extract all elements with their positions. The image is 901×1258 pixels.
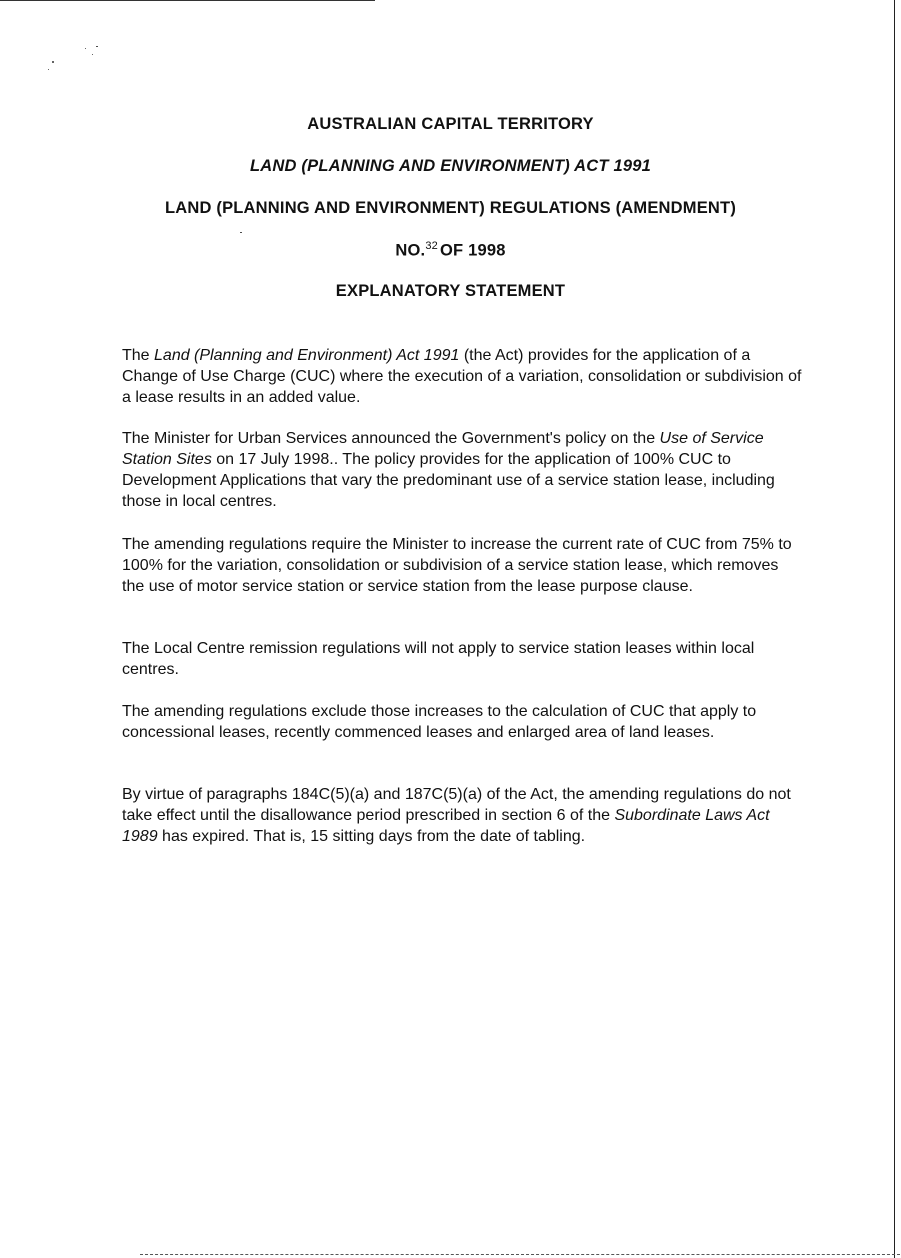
scan-speck <box>92 54 93 55</box>
heading-number <box>0 240 901 261</box>
scan-speck <box>85 48 86 49</box>
paragraph-2-text-a: The Minister for Urban Services announced the Government's policy on the <box>122 430 660 447</box>
scan-edge-top <box>0 0 375 1</box>
scan-speck <box>240 232 242 233</box>
scan-speck <box>96 46 98 47</box>
paragraph-5-text: The amending regulations exclude those increases to the calculation of CUC that apply to concessional leases, recently commenced leases and enlarged area of land leases. <box>122 703 757 741</box>
paragraph-6-act-title: Subordinate Laws Act 1989 <box>122 807 770 845</box>
paragraph-2 <box>122 428 802 512</box>
paragraph-1-text-a: The <box>122 347 155 364</box>
paragraph-6-text-c: has expired. That is, 15 sitting days from the date of tabling. <box>157 828 586 845</box>
number-handwritten-mark: 32 <box>425 240 438 252</box>
heading-regulations: LAND (PLANNING AND ENVIRONMENT) REGULATIONS (AMENDMENT) <box>164 199 737 217</box>
paragraph-1-text-c: (the Act) provides for the application of a Change of Use Charge (CUC) where the execution of a variation, consolidation or subdivision of a lease results in an added value. <box>122 347 802 406</box>
paragraph-1-act-title: Land (Planning and Environment) Act 1991 <box>154 347 460 364</box>
paragraph-1 <box>122 345 802 408</box>
paragraph-6-text-a: By virtue of paragraphs 184C(5)(a) and 187C(5)(a) of the Act, the amending regulations do not take effect until the disallowance period prescribed in section 6 of the <box>122 786 791 824</box>
paragraph-3 <box>122 534 802 597</box>
paragraph-2-text-c: on 17 July 1998.. The policy provides for the application of 100% CUC to Development Applications that vary the predominant use of a service station lease, including those in local centres. <box>122 451 775 510</box>
number-prefix: NO. <box>395 241 426 260</box>
paragraph-2-policy-title: Use of Service Station Sites <box>122 430 764 468</box>
paragraph-3-text: The amending regulations require the Minister to increase the current rate of CUC from 75% to 100% for the variation, consolidation or subdivision of a service station lease, which removes the use of motor service station or service station from the lease purpose clause. <box>122 536 792 595</box>
heading-act: LAND (PLANNING AND ENVIRONMENT) ACT 1991 <box>250 157 651 175</box>
scan-speck <box>48 69 49 70</box>
paragraph-6 <box>122 784 802 847</box>
scan-edge-right <box>894 0 895 1258</box>
scan-edge-bottom <box>140 1254 900 1256</box>
heading-territory: AUSTRALIAN CAPITAL TERRITORY <box>307 115 594 133</box>
scan-speck <box>52 61 54 63</box>
paragraph-5 <box>122 701 802 743</box>
number-suffix: OF 1998 <box>439 241 506 260</box>
paragraph-4-text: The Local Centre remission regulations will not apply to service station leases within local centres. <box>122 640 755 678</box>
paragraph-4 <box>122 638 802 680</box>
heading-explanatory-statement: EXPLANATORY STATEMENT <box>335 282 566 300</box>
